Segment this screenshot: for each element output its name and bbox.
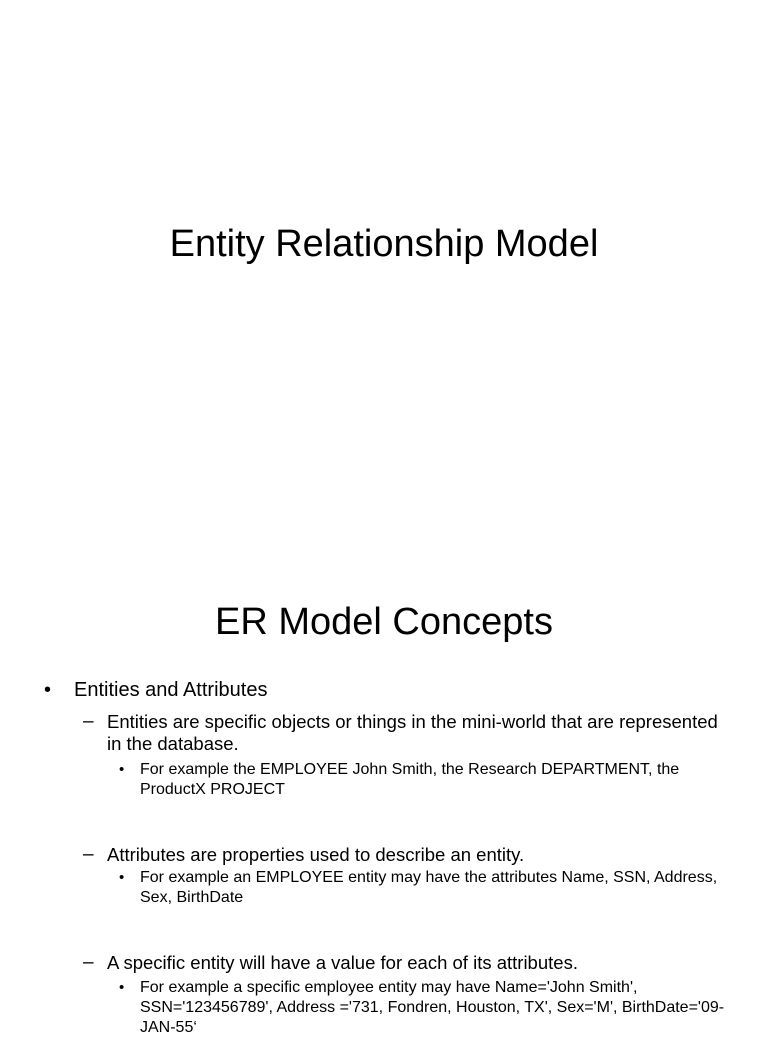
bullet-icon: • xyxy=(44,679,52,701)
bullet-icon: • xyxy=(119,869,125,886)
list-item-text: Entities are specific objects or things in the mini-world that are represented in the database. xyxy=(107,711,718,754)
list-item-text: A specific entity will have a value for each of its attributes. xyxy=(107,952,578,973)
slide-title: Entity Relationship Model xyxy=(169,223,599,265)
dash-icon: – xyxy=(83,711,94,732)
list-item-text: For example an EMPLOYEE entity may have the attributes Name, SSN, Address, Sex, BirthDate xyxy=(140,869,718,906)
slide-title: ER Model Concepts xyxy=(215,601,553,643)
list-item-text: For example the EMPLOYEE John Smith, the Research DEPARTMENT, the ProductX PROJECT xyxy=(140,761,680,798)
dash-icon: – xyxy=(83,844,94,865)
bullet-icon: • xyxy=(119,979,125,996)
list-item-text: For example a specific employee entity may have Name='John Smith', SSN='123456789', Address ='731, Fondren, Houston, TX', Sex='M', BirthDate='09-JAN-55‘ xyxy=(140,979,725,1036)
list-item-text: Attributes are properties used to describe an entity. xyxy=(107,844,525,865)
concepts-slide xyxy=(0,575,768,1036)
list-item-text: Entities and Attributes xyxy=(74,679,268,701)
bullet-icon: • xyxy=(119,761,125,778)
dash-icon: – xyxy=(83,952,94,973)
